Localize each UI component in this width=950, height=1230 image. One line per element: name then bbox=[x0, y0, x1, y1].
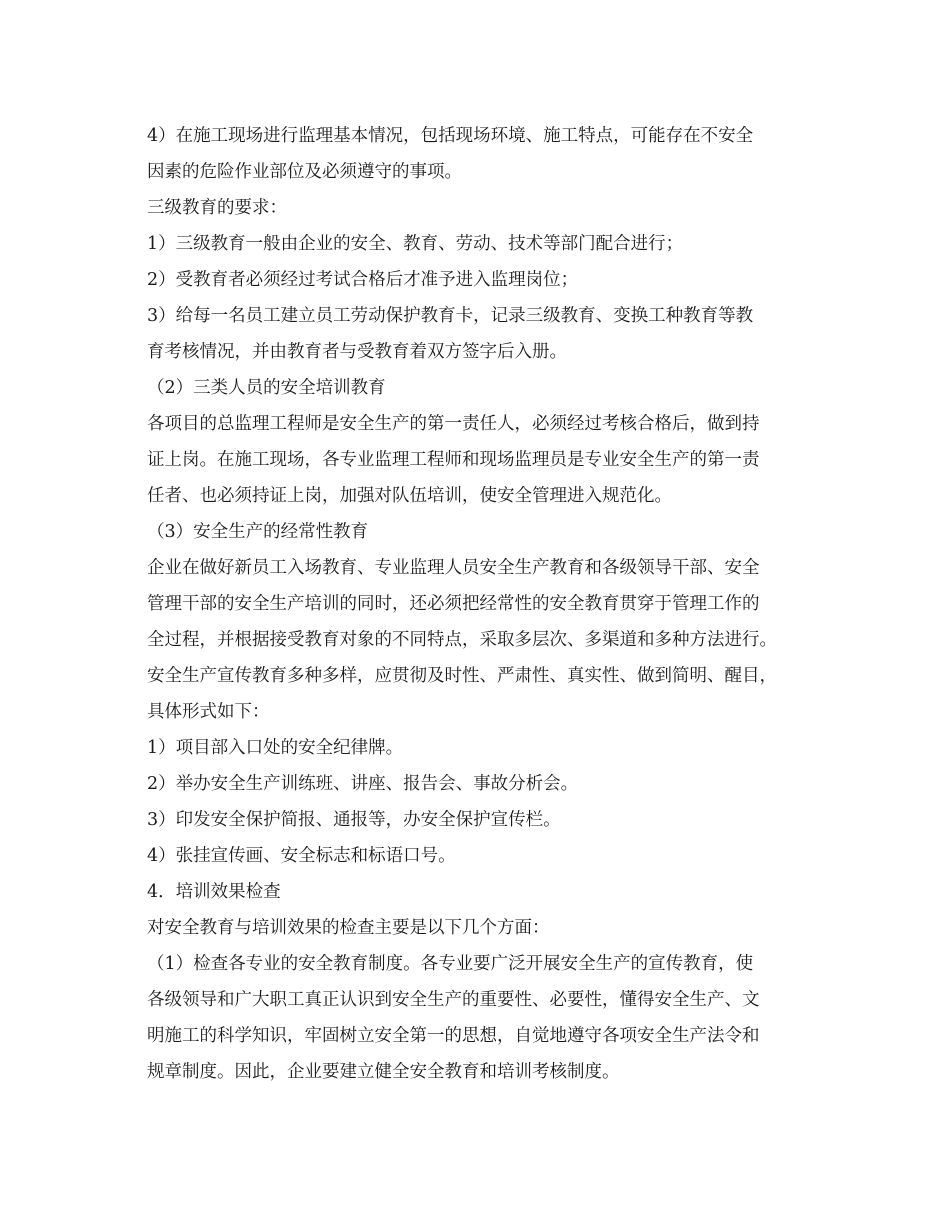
list-item: 1）三级教育一般由企业的安全、教育、劳动、技术等部门配合进行； bbox=[147, 234, 684, 254]
text-line: 企业在做好新员工入场教育、专业监理人员安全生产教育和各级领导干部、安全 bbox=[147, 558, 760, 578]
text-line: 各级领导和广大职工真正认识到安全生产的重要性、必要性，懂得安全生产、文 bbox=[147, 990, 760, 1010]
text-line: 具体形式如下： bbox=[147, 702, 270, 722]
text-line: 安全生产宣传教育多种多样，应贯彻及时性、严肃性、真实性、做到简明、醒目， bbox=[147, 666, 777, 686]
text-line: 全过程，并根据接受教育对象的不同特点，采取多层次、多渠道和多种方法进行。 bbox=[147, 630, 777, 650]
text-line: 4）在施工现场进行监理基本情况，包括现场环境、施工特点，可能存在不安全 bbox=[147, 126, 754, 146]
list-item: 4）张挂宣传画、安全标志和标语口号。 bbox=[147, 846, 456, 866]
section-heading: （3）安全生产的经常性教育 bbox=[147, 522, 369, 542]
text-line: 规章制度。因此，企业要建立健全安全教育和培训考核制度。 bbox=[147, 1062, 620, 1082]
section-heading: 4．培训效果检查 bbox=[147, 882, 281, 902]
list-item: 3）给每一名员工建立员工劳动保护教育卡，记录三级教育、变换工种教育等教 bbox=[147, 306, 754, 326]
text-line: 证上岗。在施工现场，各专业监理工程师和现场监理员是专业安全生产的第一责 bbox=[147, 450, 760, 470]
section-heading: 三级教育的要求： bbox=[147, 198, 287, 218]
list-item: 3）印发安全保护简报、通报等，办安全保护宣传栏。 bbox=[147, 810, 561, 830]
section-heading: （2）三类人员的安全培训教育 bbox=[147, 378, 386, 398]
document-body bbox=[147, 118, 827, 1090]
text-line: 任者、也必须持证上岗，加强对队伍培训，使安全管理进入规范化。 bbox=[147, 486, 672, 506]
text-line: （1）检查各专业的安全教育制度。各专业要广泛开展安全生产的宣传教育，使 bbox=[147, 954, 754, 974]
text-line: 因素的危险作业部位及必须遵守的事项。 bbox=[147, 162, 462, 182]
list-item: 1）项目部入口处的安全纪律牌。 bbox=[147, 738, 404, 758]
list-item: 2）举办安全生产训练班、讲座、报告会、事故分析会。 bbox=[147, 774, 579, 794]
text-line: 育考核情况，并由教育者与受教育着双方签字后入册。 bbox=[147, 342, 567, 362]
text-line: 各项目的总监理工程师是安全生产的第一责任人，必须经过考核合格后，做到持 bbox=[147, 414, 760, 434]
text-line: 对安全教育与培训效果的检查主要是以下几个方面： bbox=[147, 918, 550, 938]
list-item: 2）受教育者必须经过考试合格后才准予进入监理岗位； bbox=[147, 270, 579, 290]
text-line: 明施工的科学知识，牢固树立安全第一的思想，自觉地遵守各项安全生产法令和 bbox=[147, 1026, 760, 1046]
text-line: 管理干部的安全生产培训的同时，还必须把经常性的安全教育贯穿于管理工作的 bbox=[147, 594, 760, 614]
